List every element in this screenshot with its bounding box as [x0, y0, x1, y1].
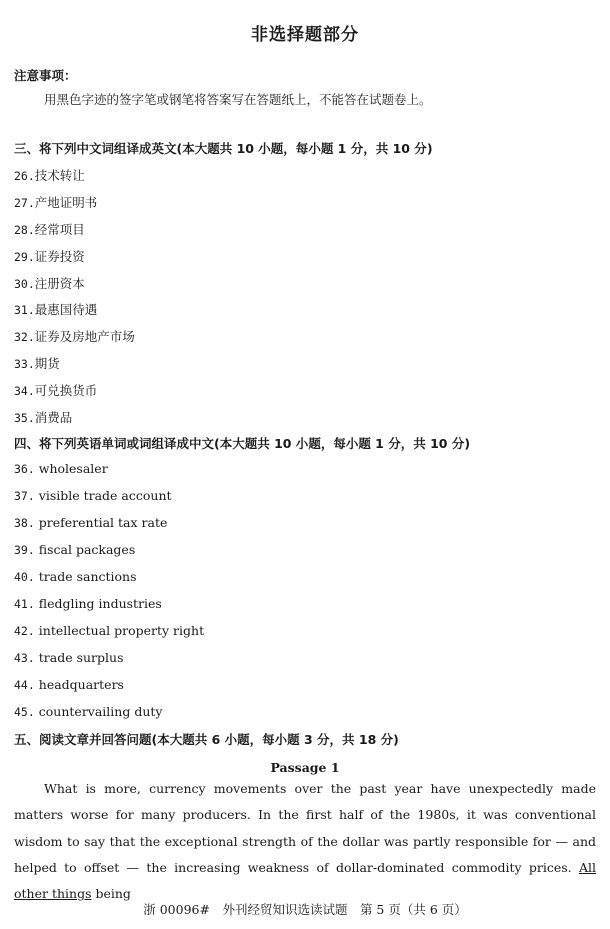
list-item [14, 408, 72, 426]
passage-paragraph [14, 776, 596, 907]
item-text: headquarters [38, 677, 124, 692]
item-number: 29. [14, 250, 35, 264]
notice-heading: 注意事项： [14, 68, 77, 83]
item-number: 45. [14, 705, 35, 719]
list-item [14, 542, 135, 557]
section5-heading: 五、阅读文章并回答问题(本大题共 6 小题，每小题 3 分，共 18 分) [14, 732, 399, 747]
item-number: 26. [14, 169, 35, 183]
item-text: 产地证明书 [34, 195, 98, 210]
list-item [14, 515, 167, 530]
list-item [14, 623, 204, 638]
underlined-phrase: All other things [14, 859, 596, 902]
list-item [14, 650, 124, 665]
item-text: visible trade account [38, 488, 172, 503]
item-text: 最惠国待遇 [34, 302, 98, 317]
list-item [14, 596, 162, 611]
section4-heading: 四、将下列英语单词或词组译成中文(本大题共 10 小题，每小题 1 分，共 10 分) [14, 436, 471, 451]
list-item [14, 704, 162, 719]
item-text: fledgling industries [38, 596, 162, 611]
passage-title: Passage 1 [270, 760, 340, 775]
list-item [14, 461, 108, 476]
item-text: intellectual property right [38, 623, 205, 638]
list-item [14, 569, 137, 584]
item-text: trade surplus [38, 650, 124, 665]
item-number: 37. [14, 489, 35, 503]
item-text: trade sanctions [38, 569, 137, 584]
item-number: 40. [14, 570, 35, 584]
item-number: 33. [14, 357, 35, 371]
list-item [14, 381, 97, 399]
section3-heading: 三、将下列中文词组译成英文(本大题共 10 小题，每小题 1 分，共 10 分) [14, 141, 433, 156]
item-text: fiscal packages [38, 542, 136, 557]
item-text: 证券及房地产市场 [34, 329, 135, 344]
list-item [14, 677, 124, 692]
list-item [14, 166, 85, 184]
passage-text-tail: being [91, 886, 131, 902]
list-item [14, 247, 85, 265]
list-item [14, 220, 85, 238]
list-item [14, 327, 135, 345]
item-text: 消费品 [34, 410, 73, 425]
item-number: 38. [14, 516, 35, 530]
list-item [14, 354, 60, 372]
item-number: 30. [14, 277, 35, 291]
item-number: 36. [14, 462, 35, 476]
item-number: 42. [14, 624, 35, 638]
notice-body: 用黑色字迹的签字笔或钢笔将答案写在答题纸上，不能答在试题卷上。 [44, 92, 432, 107]
item-number: 28. [14, 223, 35, 237]
page-footer: 浙 00096# 外刊经贸知识选读试题 第 5 页（共 6 页） [143, 902, 467, 917]
item-number: 34. [14, 384, 35, 398]
item-number: 41. [14, 597, 35, 611]
item-text: 经常项目 [34, 222, 85, 237]
list-item [14, 488, 172, 503]
item-number: 35. [14, 411, 35, 425]
item-number: 27. [14, 196, 35, 210]
passage-text: What is more, currency movements over the past year have unexpectedly made matters worse for many producers. In the first half of the 1980s, it was conventional wisdom to say that the exceptional strength of the dollar was partly responsible for — and helped to offset — the increasing weakness of dollar-dominated commodity prices. [14, 781, 596, 875]
item-number: 32. [14, 330, 35, 344]
item-text: 可兑换货币 [34, 383, 98, 398]
item-text: preferential tax rate [38, 515, 168, 530]
item-number: 31. [14, 303, 35, 317]
list-item [14, 300, 97, 318]
page-title: 非选择题部分 [251, 25, 359, 45]
list-item [14, 274, 85, 292]
item-text: 注册资本 [34, 276, 85, 291]
list-item [14, 193, 97, 211]
item-number: 43. [14, 651, 35, 665]
item-text: 技术转让 [34, 168, 85, 183]
item-number: 44. [14, 678, 35, 692]
item-text: countervailing duty [38, 704, 163, 719]
item-text: 期货 [34, 356, 60, 371]
item-text: wholesaler [38, 461, 108, 476]
item-text: 证券投资 [34, 249, 85, 264]
item-number: 39. [14, 543, 35, 557]
